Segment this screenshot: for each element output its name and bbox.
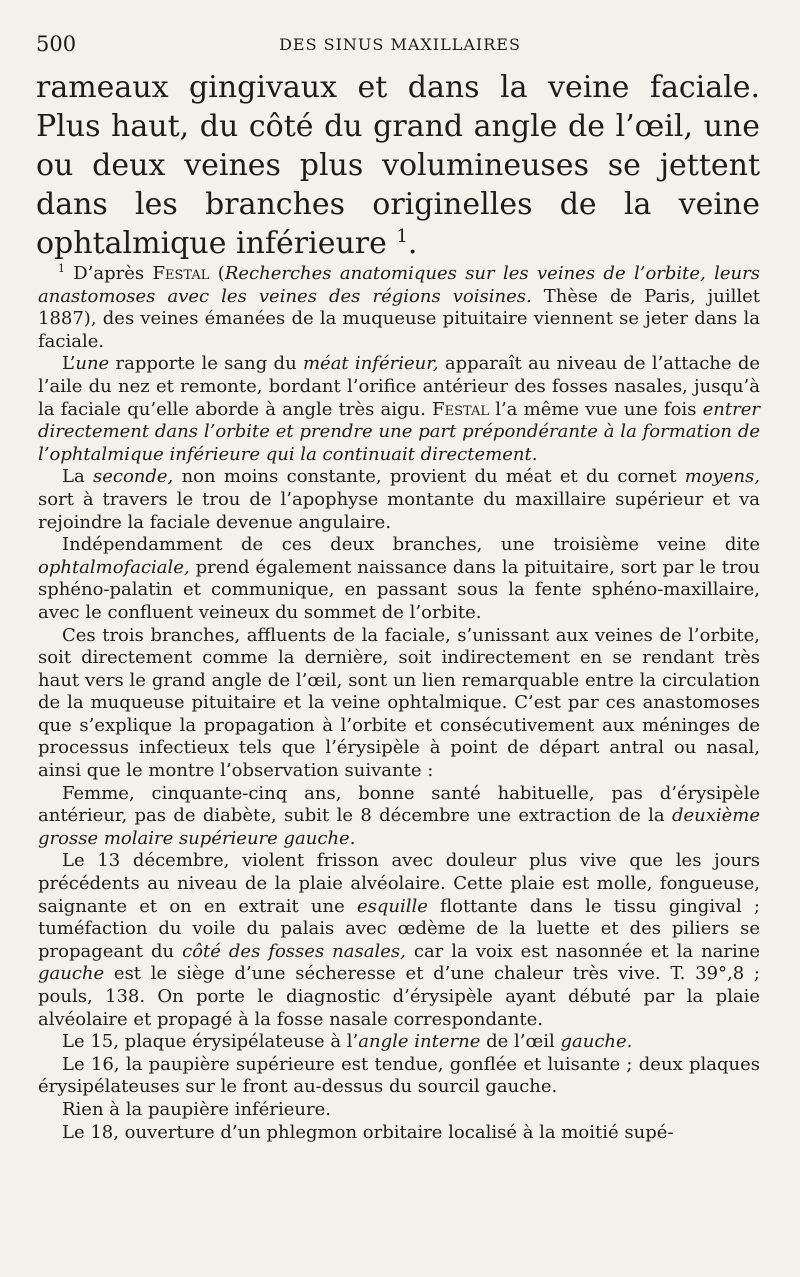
fn-italic: une bbox=[75, 353, 110, 375]
fn-italic: ophtalmofaciale, bbox=[38, 556, 190, 578]
fn-italic: entrer directement dans l’orbite et prendre une part prépondérante à la formation de l’ophtalmique inférieure qui la continuait directement. bbox=[38, 398, 760, 465]
footnote-block bbox=[38, 263, 760, 1144]
fn-text: D’après bbox=[73, 263, 145, 284]
fn-text: L’ bbox=[62, 353, 76, 375]
fn-text: Le 15, plaque érysipélateuse à l’ bbox=[62, 1031, 359, 1053]
fn-text: apparaît au niveau de l’attache de l’aile du nez et remonte, bordant l’orifice antérieur des fosses nasales, jusqu’à la faciale qu’elle aborde à angle très aigu. bbox=[38, 353, 761, 420]
fn-text: l’a même vue une fois bbox=[495, 398, 697, 420]
fn-text: de l’œil bbox=[486, 1031, 555, 1053]
page-header bbox=[0, 32, 800, 60]
fn-paren: ( bbox=[217, 263, 225, 284]
fn-text: sort à travers le trou de l’apophyse montante du maxillaire supérieur et va rejoindre la faciale devenue angulaire. bbox=[38, 488, 760, 533]
footnote-paragraph-2 bbox=[38, 353, 760, 466]
footnote-reference[interactable]: 1 bbox=[396, 226, 408, 247]
footnote-paragraph-9: Le 16, la paupière supérieure est tendue, gonflée et luisante ; deux plaques érysipélateuses sur le front au-dessus du sourcil gauche. bbox=[38, 1053, 760, 1098]
page-number: 500 bbox=[36, 32, 77, 56]
fn-text: prend également naissance dans la pituitaire, sort par le trou sphéno-palatin et communique, en passant sous la fente sphéno-maxillaire, avec le confluent veineux du sommet de l’orbite. bbox=[38, 556, 760, 623]
fn-text: La bbox=[62, 466, 85, 488]
footnote-paragraph-7 bbox=[38, 850, 760, 1031]
footnote-paragraph-8 bbox=[38, 1031, 760, 1054]
fn-text: flottante dans le tissu gingival ; tuméfaction du voile du palais avec œdème de la luette et des piliers se propageant du bbox=[38, 895, 760, 962]
fn-italic: côté des fosses nasales, bbox=[182, 940, 406, 962]
fn-italic: moyens, bbox=[684, 466, 761, 488]
main-paragraph bbox=[36, 68, 760, 263]
fn-italic: deuxième grosse molaire supérieure gauche. bbox=[38, 805, 760, 849]
footnote-paragraph-3 bbox=[38, 466, 760, 534]
fn-text: Femme, cinquante-cinq ans, bonne santé habituelle, pas d’érysipèle antérieur, pas de diabète, subit le 8 décembre une extraction de la bbox=[38, 782, 760, 827]
fn-text: Thèse de Paris, juillet 1887), des veines émanées de la muqueuse pituitaire viennent se jeter dans la faciale. bbox=[38, 285, 760, 352]
footnote-paragraph-11: Le 18, ouverture d’un phlegmon orbitaire localisé à la moitié supé- bbox=[62, 1121, 674, 1143]
fn-text: non moins constante, provient du méat et du cornet bbox=[181, 466, 677, 488]
fn-text: Indépendamment de ces deux branches, une troisième veine dite bbox=[62, 534, 760, 556]
fn-text: car la voix est nasonnée et la narine bbox=[413, 940, 761, 962]
main-text: rameaux gingivaux et dans la veine faciale. Plus haut, du côté du grand angle de l’œil, une ou deux veines plus volumineuses se jettent dans les branches originelles de la veine ophtalmique inférieure bbox=[36, 70, 760, 261]
footnote-paragraph-5: Ces trois branches, affluents de la faciale, s’unissant aux veines de l’orbite, soit directement comme la dernière, soit indirectement en se rendant très haut vers le grand angle de l’œil, sont un lien remarquable entre la circulation de la muqueuse pituitaire et la veine ophtalmique. C’est par ces anastomoses que s’explique la propagation à l’orbite et consécutivement aux méninges de processus infectieux tels que l’érysipèle à point de départ antral ou nasal, ainsi que le montre l’observation suivante : bbox=[38, 624, 760, 782]
fn-italic: gauche bbox=[38, 963, 105, 985]
footnote-paragraph-10: Rien à la paupière inférieure. bbox=[62, 1098, 331, 1120]
footnote-paragraph-1 bbox=[38, 263, 760, 353]
author-name: Festal bbox=[152, 263, 210, 284]
fn-text: Le 13 décembre, violent frisson avec douleur plus vive que les jours précédents au niveau de la plaie alvéolaire. Cette plaie est molle, fongueuse, saignante et on en extrait une bbox=[38, 850, 760, 917]
fn-text: rapporte le sang du bbox=[115, 353, 297, 375]
fn-italic: esquille bbox=[356, 895, 428, 917]
main-end: . bbox=[407, 226, 418, 261]
fn-italic: angle interne bbox=[358, 1031, 481, 1053]
running-title: DES SINUS MAXILLAIRES bbox=[279, 35, 521, 54]
cited-title: Recherches anatomiques sur les veines de l’orbite, leurs anastomoses avec les veines des régions voisines. bbox=[38, 263, 760, 307]
footnote-marker: 1 bbox=[58, 262, 65, 275]
footnote-paragraph-4 bbox=[38, 534, 760, 624]
fn-italic: gauche. bbox=[560, 1031, 633, 1053]
fn-italic: méat inférieur, bbox=[302, 353, 439, 375]
footnote-paragraph-6 bbox=[38, 783, 760, 851]
fn-italic: seconde, bbox=[92, 466, 174, 488]
fn-text: est le siège d’une sécheresse et d’une chaleur très vive. T. 39°,8 ; pouls, 138. On porte le diagnostic d’érysipèle ayant débuté par la plaie alvéolaire et propagé à la fosse nasale correspondante. bbox=[38, 963, 760, 1030]
author-name: Festal bbox=[432, 398, 489, 420]
